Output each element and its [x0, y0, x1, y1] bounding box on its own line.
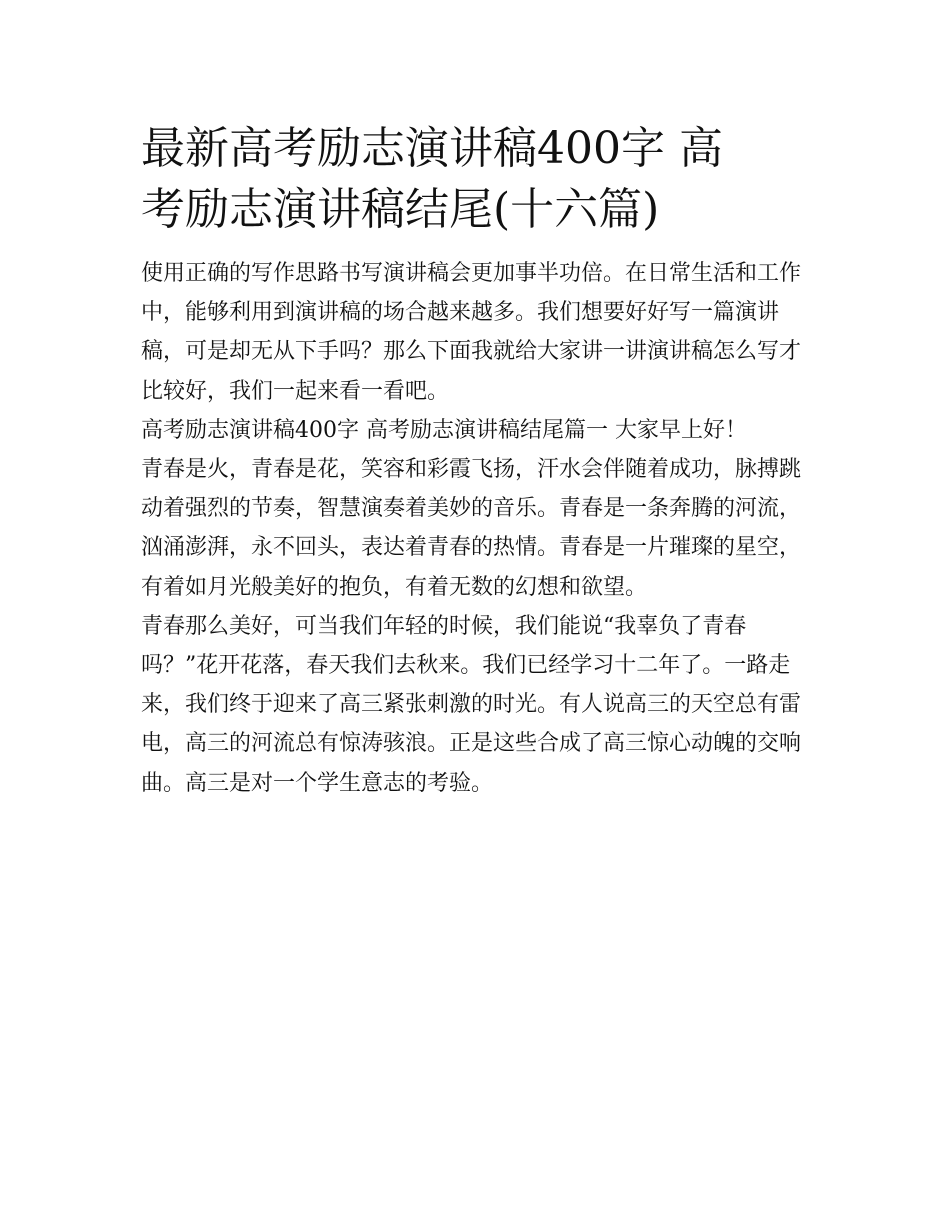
document-content: [141, 118, 813, 803]
paragraph-senior-year: 青春那么美好，可当我们年轻的时候，我们能说“我辜负了青春吗？”花开花落，春天我们去秋来。我们已经学习十二年了。一路走来，我们终于迎来了高三紧张刺激的时光。有人说高三的天空总有雷电，高三的河流总有惊涛骇浪。正是这些合成了高三惊心动魄的交响曲。高三是对一个学生意志的考验。: [141, 613, 802, 796]
title-line-2: 考励志演讲稿结尾(十六篇): [141, 184, 660, 235]
paragraph-youth: 青春是火，青春是花，笑容和彩霞飞扬，汗水会伴随着成功，脉搏跳动着强烈的节奏，智慧演奏着美妙的音乐。青春是一条奔腾的河流，汹涌澎湃，永不回头，表达着青春的热情。青春是一片璀璨的星空，有着如月光般美好的抱负，有着无数的幻想和欲望。: [141, 457, 802, 600]
title-line-1: 最新高考励志演讲稿400字 高: [141, 123, 723, 174]
paragraph-intro: 使用正确的写作思路书写演讲稿会更加事半功倍。在日常生活和工作中，能够利用到演讲稿的场合越来越多。我们想要好好写一篇演讲稿，可是却无从下手吗？那么下面我就给大家讲一讲演讲稿怎么写才比较好，我们一起来看一看吧。: [141, 261, 802, 404]
document-title: [141, 118, 813, 240]
paragraph-heading-greeting: 高考励志演讲稿400字 高考励志演讲稿结尾篇一 大家早上好！: [141, 417, 747, 443]
document-body: [141, 254, 813, 803]
